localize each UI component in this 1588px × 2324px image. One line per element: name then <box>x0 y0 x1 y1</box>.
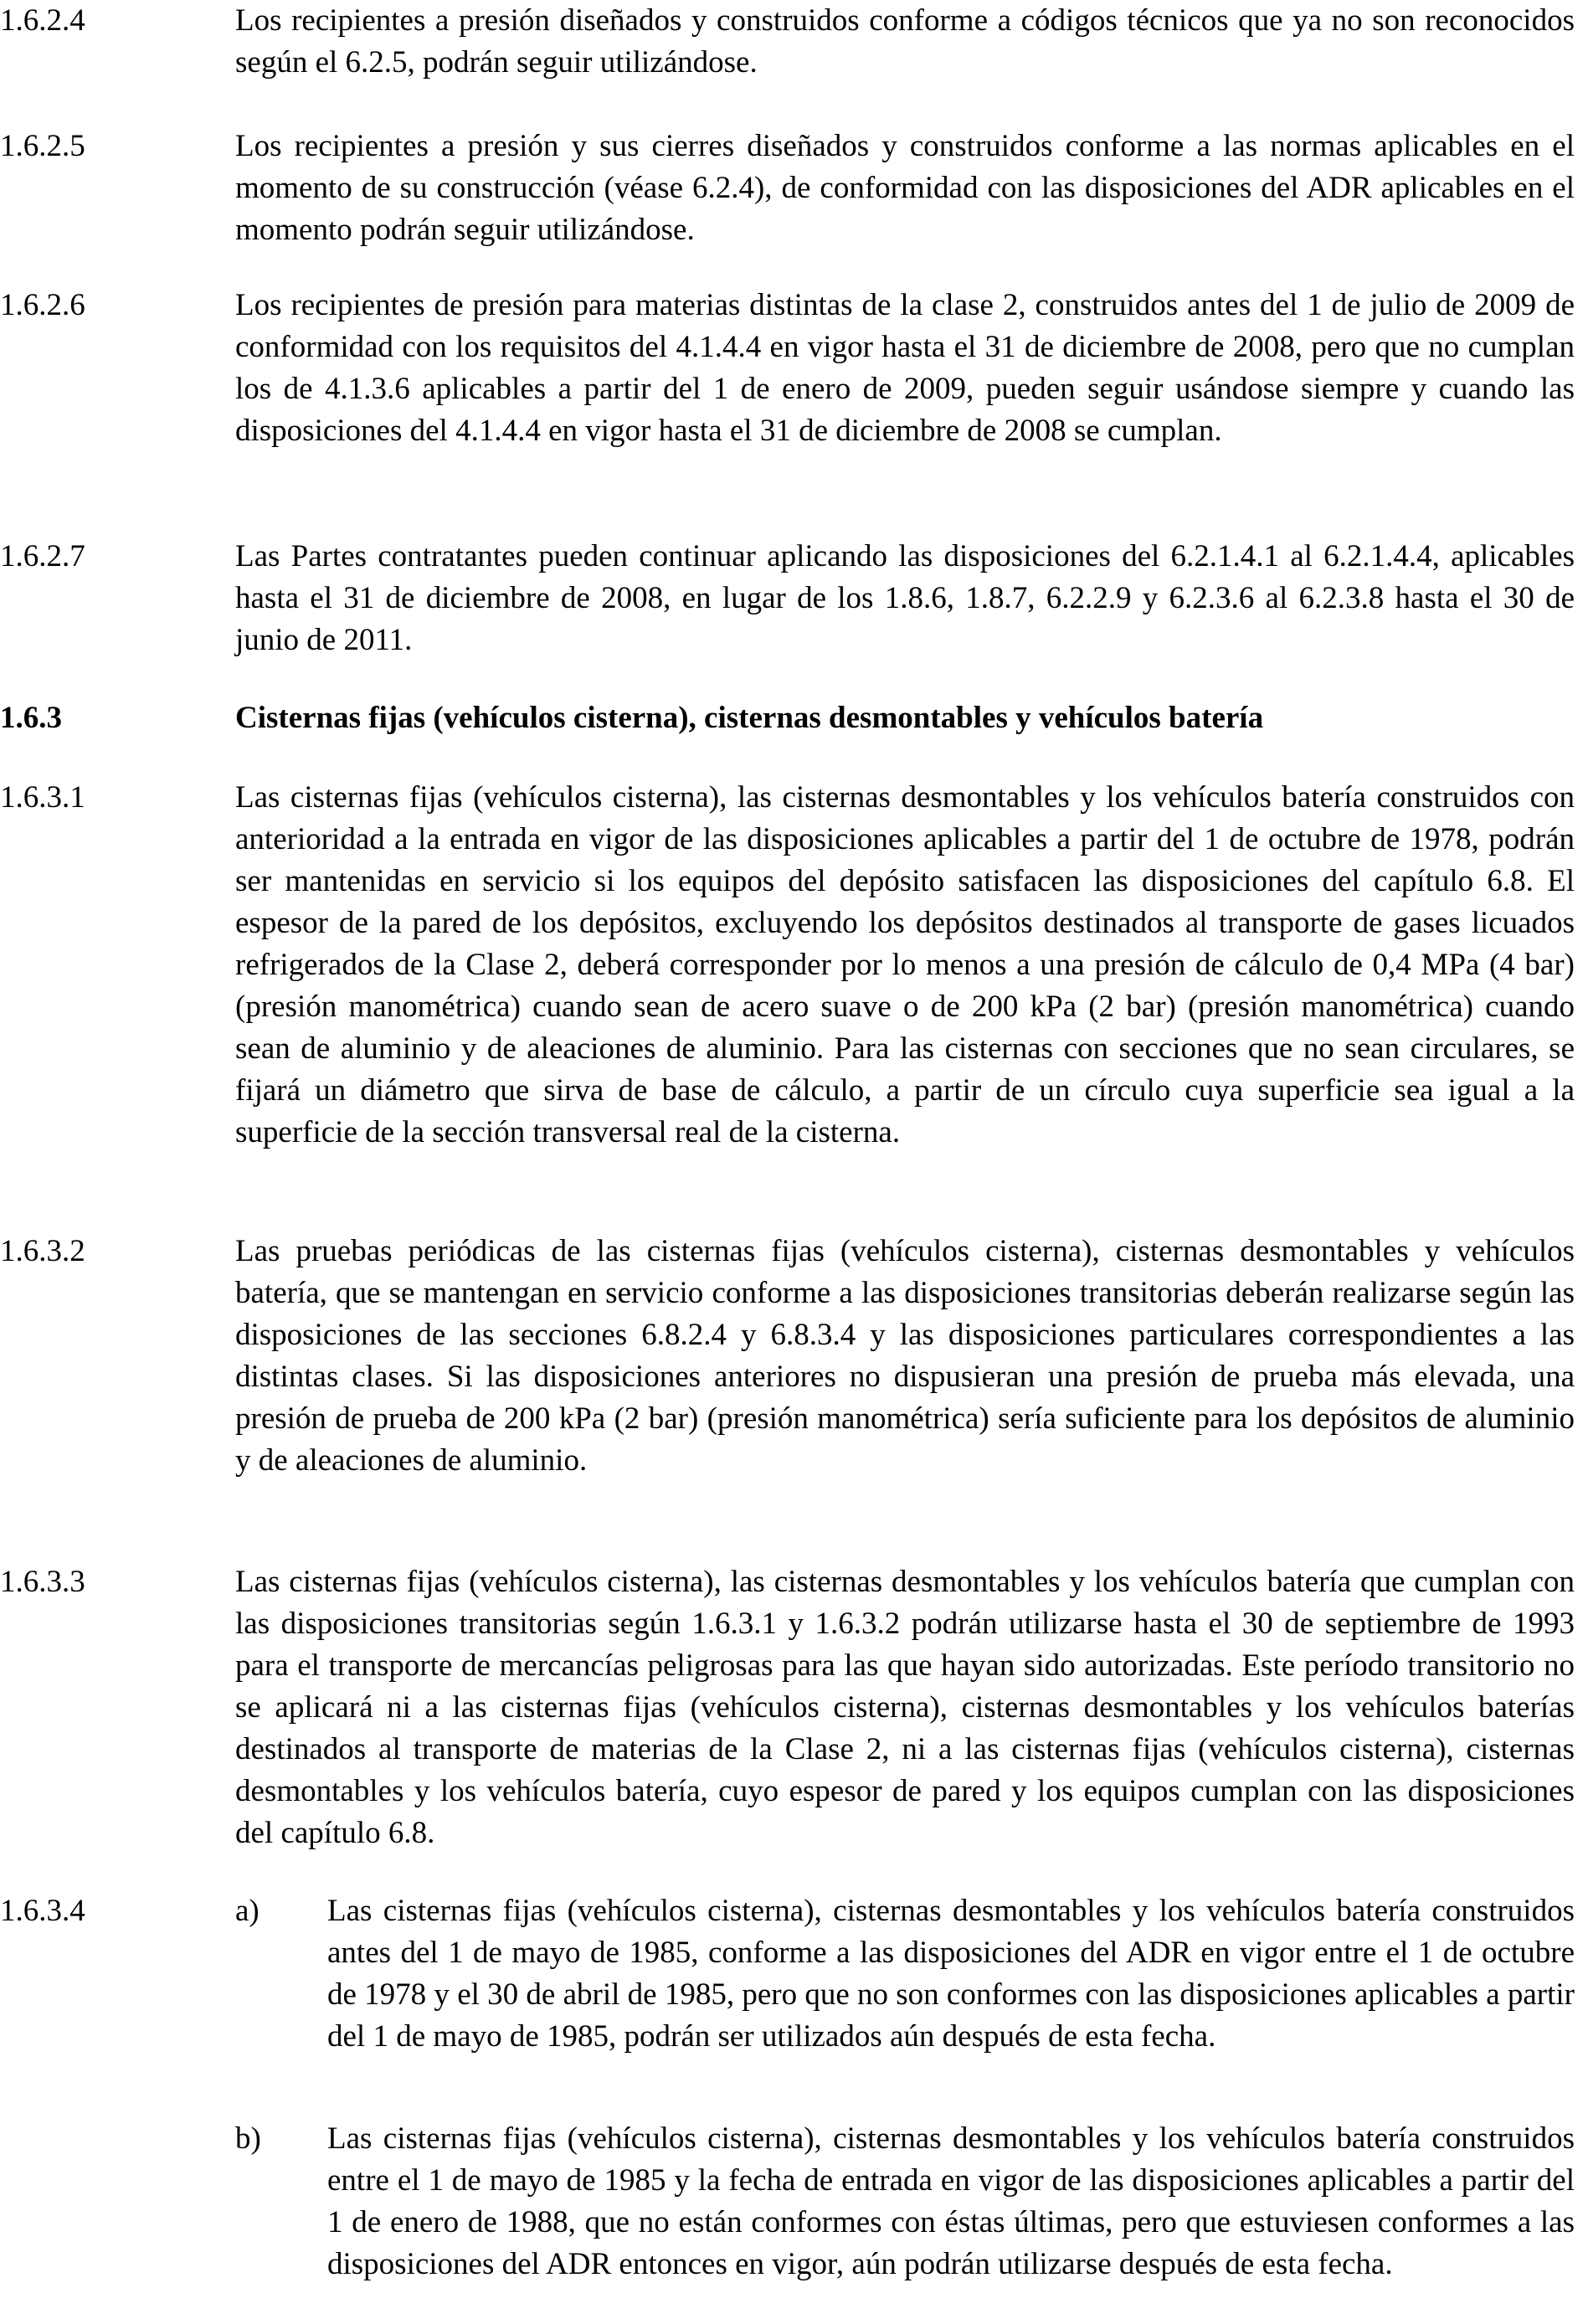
section-text: Los recipientes de presión para materias distintas de la clase 2, construidos antes del 1 de julio de 2009 de conformidad con los requisitos del 4.1.4.4 en vigor hasta el 31 de diciembre de 2008, pero que no cumplan los de 4.1.3.6 aplicables a partir del 1 de enero de 2009, pueden seguir usándose siempre y cuando las disposiciones del 4.1.4.4 en vigor hasta el 31 de diciembre de 2008 se cumplan. <box>235 288 1575 448</box>
section-text: Los recipientes a presión y sus cierres diseñados y construidos conforme a las normas aplicables en el momento de su construcción (véase 6.2.4), de conformidad con las disposiciones del ADR aplicables en el momento podrán seguir utilizándose. <box>235 129 1575 247</box>
section-number: 1.6.2.4 <box>0 3 85 38</box>
section-number: 1.6.3.2 <box>0 1234 85 1268</box>
section-number: 1.6.3.4 <box>0 1894 85 1928</box>
heading-number: 1.6.3 <box>0 701 62 735</box>
section-number: 1.6.3.1 <box>0 780 85 815</box>
item-text: Las cisternas fijas (vehículos cisterna), cisternas desmontables y los vehículos batería construidos antes del 1 de mayo de 1985, conforme a las disposiciones del ADR en vigor entre el 1 de octubre de 1978 y el 30 de abril de 1985, pero que no son conformes con las disposiciones aplicables a partir del 1 de mayo de 1985, podrán ser utilizados aún después de esta fecha. <box>327 1894 1575 2054</box>
section-text: Las pruebas periódicas de las cisternas fijas (vehículos cisterna), cisternas desmontables y vehículos batería, que se mantengan en servicio conforme a las disposiciones transitorias deberán realizarse según las disposiciones de las secciones 6.8.2.4 y 6.8.3.4 y las disposiciones particulares correspondientes a las distintas clases. Si las disposiciones anteriores no dispusieran una presión de prueba más elevada, una presión de prueba de 200 kPa (2 bar) (presión manométrica) sería suficiente para los depósitos de aluminio y de aleaciones de aluminio. <box>235 1234 1575 1478</box>
section-text: Los recipientes a presión diseñados y construidos conforme a códigos técnicos que ya no son reconocidos según el 6.2.5, podrán seguir utilizándose. <box>235 3 1575 80</box>
item-label: b) <box>235 2121 261 2156</box>
section-text: Las cisternas fijas (vehículos cisterna), las cisternas desmontables y los vehículos batería que cumplan con las disposiciones transitorias según 1.6.3.1 y 1.6.3.2 podrán utilizarse hasta el 30 de septiembre de 1993 para el transporte de mercancías peligrosas para las que hayan sido autorizadas. Este período transitorio no se aplicará ni a las cisternas fijas (vehículos cisterna), cisternas desmontables y los vehículos baterías destinados al transporte de materias de la Clase 2, ni a las cisternas fijas (vehículos cisterna), cisternas desmontables y los vehículos batería, cuyo espesor de pared y los equipos cumplan con las disposiciones del capítulo 6.8. <box>235 1565 1575 1850</box>
section-number: 1.6.2.6 <box>0 288 85 322</box>
item-label: a) <box>235 1894 260 1928</box>
section-heading: Cisternas fijas (vehículos cisterna), cisternas desmontables y vehículos batería <box>235 701 1264 735</box>
section-text: Las cisternas fijas (vehículos cisterna), las cisternas desmontables y los vehículos batería construidos con anterioridad a la entrada en vigor de las disposiciones aplicables a partir del 1 de octubre de 1978, podrán ser mantenidas en servicio si los equipos del depósito satisfacen las disposiciones del capítulo 6.8. El espesor de la pared de los depósitos, excluyendo los depósitos destinados al transporte de gases licuados refrigerados de la Clase 2, deberá corresponder por lo menos a una presión de cálculo de 0,4 MPa (4 bar) (presión manométrica) cuando sean de acero suave o de 200 kPa (2 bar) (presión manométrica) cuando sean de aluminio y de aleaciones de aluminio. Para las cisternas con secciones que no sean circulares, se fijará un diámetro que sirva de base de cálculo, a partir de un círculo cuya superficie sea igual a la superficie de la sección transversal real de la cisterna. <box>235 780 1575 1149</box>
item-text: Las cisternas fijas (vehículos cisterna), cisternas desmontables y los vehículos batería construidos entre el 1 de mayo de 1985 y la fecha de entrada en vigor de las disposiciones aplicables a partir del 1 de enero de 1988, que no están conformes con éstas últimas, pero que estuviesen conformes a las disposiciones del ADR entonces en vigor, aún podrán utilizarse después de esta fecha. <box>327 2121 1575 2281</box>
section-number: 1.6.3.3 <box>0 1565 85 1599</box>
section-number: 1.6.2.5 <box>0 129 85 163</box>
section-text: Las Partes contratantes pueden continuar aplicando las disposiciones del 6.2.1.4.1 al 6.2.1.4.4, aplicables hasta el 31 de diciembre de 2008, en lugar de los 1.8.6, 1.8.7, 6.2.2.9 y 6.2.3.6 al 6.2.3.8 hasta el 30 de junio de 2011. <box>235 539 1575 657</box>
section-number: 1.6.2.7 <box>0 539 85 573</box>
